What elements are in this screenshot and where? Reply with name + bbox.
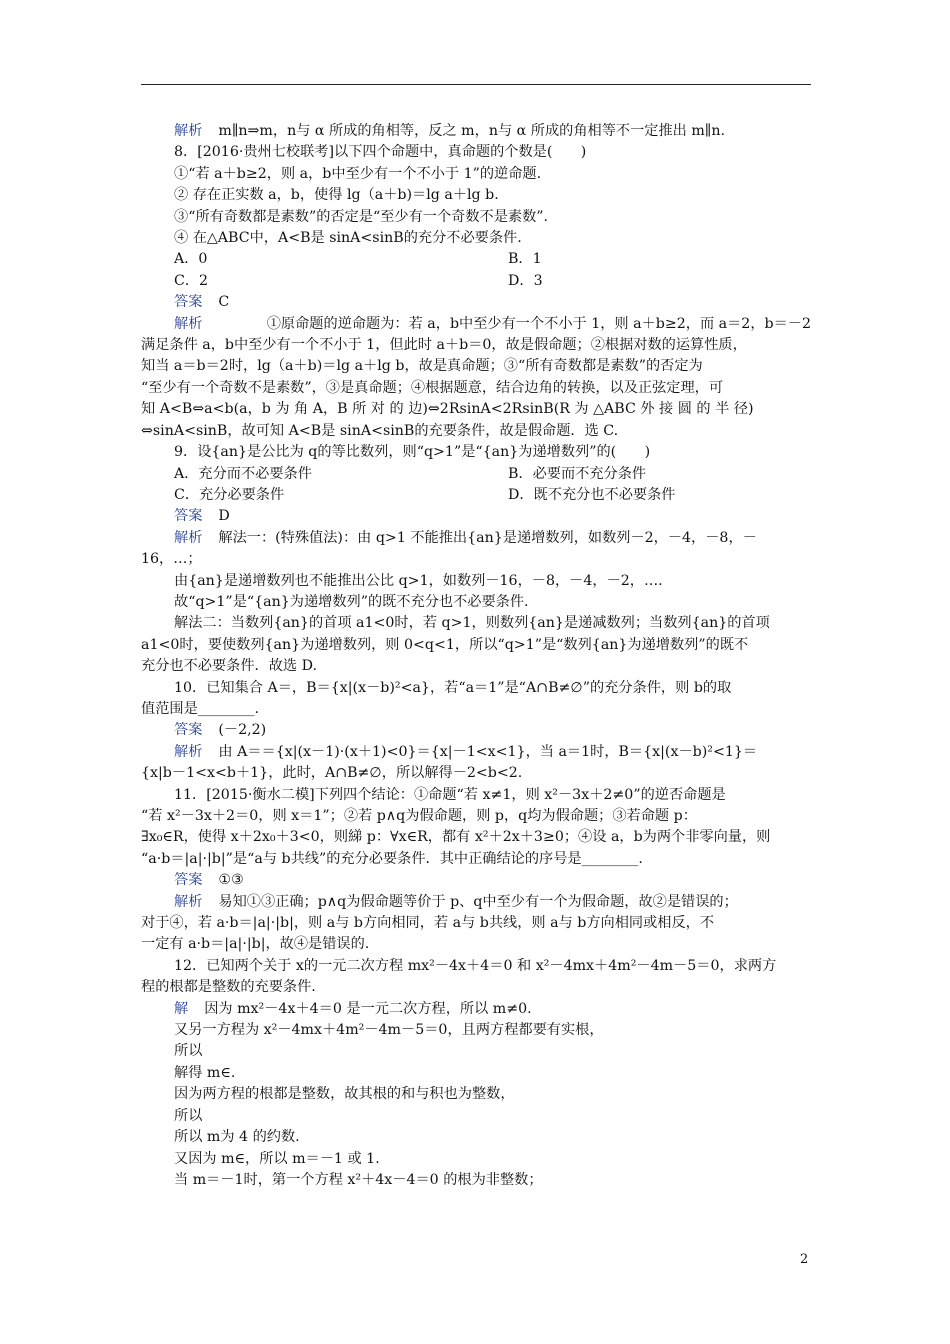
q9-analysis-line: a1<0时，要使数列{an}为递增数列，则 0<q<1，所以“q>1”是“数列{an}为递增数列”的既不 [141, 636, 749, 653]
q11-analysis-line: 对于④，若 a·b＝|a|·|b|，则 a与 b方向相同，若 a与 b共线，则 a与 b方向相同或相反，不 [141, 915, 715, 932]
q12-solution-line: 解 因为 mx²－4x＋4＝0 是一元二次方程，所以 m≠0. [174, 1000, 532, 1017]
q12-solution-line: 所以 [174, 1043, 203, 1060]
q9-analysis-line: 充分也不必要条件．故选 D. [141, 658, 317, 675]
q11-stem: ∃x₀∈R，使得 x＋2x₀＋3<0，则綈 p：∀x∈R，都有 x²＋2x＋3≥0；④设 a，b为两个非零向量，则 [141, 829, 771, 846]
q12-solution-line: 因为两方程的根都是整数，故其根的和与积也为整数， [174, 1086, 515, 1103]
q9-answer: 答案 D [174, 508, 230, 525]
q10-stem: 10．已知集合 A＝，B＝{x|(x－b)²<a}，若“a＝1”是“A∩B≠∅”的充分条件，则 b的取 [174, 679, 732, 696]
analysis-tag: 解析 [174, 123, 203, 139]
q8-option-a: A．0 [174, 251, 208, 268]
q9-analysis-line: 故“q>1”是“{an}为递增数列”的既不充分也不必要条件. [174, 593, 529, 610]
q12-solution-line: 又因为 m∈，所以 m＝－1 或 1. [174, 1150, 380, 1167]
q12-solution-line: 又另一方程为 x²－4mx＋4m²－4m－5＝0，且两方程都要有实根， [174, 1022, 604, 1039]
q12-stem: 程的根都是整数的充要条件. [141, 979, 316, 996]
q8-option-d: D．3 [508, 272, 543, 289]
page-number: 2 [800, 1252, 809, 1267]
analysis-tag: 解析 [174, 315, 203, 332]
q9-option-c: C．充分必要条件 [174, 486, 285, 503]
q9-option-a: A．充分而不必要条件 [174, 465, 312, 482]
q8-option-b: B．1 [508, 251, 542, 268]
q10-stem: 值范围是________. [141, 700, 260, 717]
q12-solution-line: 解得 m∈. [174, 1064, 236, 1081]
answer-tag: 答案 [174, 722, 203, 739]
q12-solution-line: 当 m＝－1时，第一个方程 x²＋4x－4＝0 的根为非整数； [174, 1171, 543, 1188]
document-body [141, 121, 811, 1191]
answer-tag: 答案 [174, 508, 203, 525]
q8-analysis-line: “至少有一个奇数不是素数”，③是真命题；④根据题意，结合边角的转换，以及正弦定理，可 [141, 379, 724, 396]
q12-solution-line: 所以 [174, 1107, 203, 1124]
q8-analysis-line: ⇔sinA<sinB，故可知 A<B是 sinA<sinB的充要条件，故是假命题．选 C. [141, 422, 619, 439]
q8-item: ④ 在△ABC中，A<B是 sinA<sinB的充分不必要条件. [174, 230, 522, 247]
analysis-tag: 解析 [174, 743, 203, 760]
q10-analysis-line: {x|b－1<x<b＋1}，此时，A∩B≠∅，所以解得－2<b<2. [141, 765, 523, 782]
q8-options-row [141, 249, 811, 270]
q9-options-row [141, 464, 811, 485]
q9-stem: 9．设{an}是公比为 q的等比数列，则“q>1”是“{an}为递增数列”的( ) [174, 444, 651, 461]
analysis-tag: 解析 [174, 893, 203, 910]
q9-options-row [141, 485, 811, 506]
q9-analysis-line: 由{an}是递增数列也不能推出公比 q>1，如数列－16，－8，－4，－2，…. [174, 572, 663, 589]
q9-analysis-line: 解析 解法一：(特殊值法)：由 q>1 不能推出{an}是递增数列，如数列－2，－4，－8，－ [174, 529, 757, 546]
q10-answer: 答案 (－2,2) [174, 722, 267, 739]
q9-option-b: B．必要而不充分条件 [508, 465, 647, 482]
answer-tag: 答案 [174, 872, 203, 889]
q8-option-c: C．2 [174, 272, 209, 289]
q8-answer: 答案 C [174, 294, 230, 311]
answer-tag: 答案 [174, 294, 203, 311]
q8-item: ①“若 a＋b≥2，则 a，b中至少有一个不小于 1”的逆命题. [174, 165, 542, 182]
q9-analysis-line: 16，…； [141, 551, 202, 568]
q11-stem: “若 x²－3x＋2＝0，则 x＝1”；②若 p∧q为假命题，则 p，q均为假命题；③若命题 p： [141, 808, 697, 824]
q9-option-d: D．既不充分也不必要条件 [508, 486, 676, 503]
q8-options-row [141, 271, 811, 292]
q8-analysis-line: 知当 a＝b＝2时，lg（a＋b)＝lg a＋lg b，故是真命题；③“所有奇数都是素数”的否定为 [141, 358, 703, 375]
q11-analysis-line: 一定有 a·b＝|a|·|b|，故④是错误的. [141, 936, 370, 953]
q11-stem: “a·b＝|a|·|b|”是“a与 b共线”的充分必要条件．其中正确结论的序号是________. [141, 850, 643, 867]
header-rule [141, 84, 811, 85]
q8-stem: 8．[2016·贵州七校联考]以下四个命题中，真命题的个数是( ) [174, 144, 587, 161]
q8-analysis-line: 知 A<B⇔a<b(a，b 为 角 A，B 所 对 的 边)⇔2RsinA<2RsinB(R 为 △ABC 外 接 圆 的 半 径) [141, 401, 754, 418]
q8-item: ② 存在正实数 a，b，使得 lg（a＋b)＝lg a＋lg b. [174, 187, 499, 204]
q11-stem: 11．[2015·衡水二模]下列四个结论：①命题“若 x≠1，则 x²－3x＋2≠0”的逆否命题是 [174, 786, 726, 803]
q9-analysis-line: 解法二：当数列{an}的首项 a1<0时，若 q>1，则数列{an}是递减数列；当数列{an}的首项 [174, 615, 770, 632]
q11-answer: 答案 ①③ [174, 872, 244, 889]
solution-tag: 解 [174, 1000, 189, 1017]
q8-analysis-line: 解析 ①原命题的逆命题为：若 a，b中至少有一个不小于 1，则 a＋b≥2，而 a＝2，b＝－2 [141, 314, 811, 335]
q12-solution-line: 所以 m为 4 的约数. [174, 1129, 300, 1146]
q11-analysis-line: 解析 易知①③正确；p∧q为假命题等价于 p、q中至少有一个为假命题，故②是错误的； [174, 893, 738, 910]
q12-stem: 12．已知两个关于 x的一元二次方程 mx²－4x＋4＝0 和 x²－4mx＋4m²－4m－5＝0，求两方 [174, 957, 777, 974]
q10-analysis-line: 解析 由 A＝＝{x|(x－1)·(x＋1)<0}＝{x|－1<x<1}，当 a＝1时，B＝{x|(x－b)²<1}＝ [174, 743, 758, 760]
prev-analysis: 解析 m∥n⇒m，n与 α 所成的角相等，反之 m，n与 α 所成的角相等不一定推出 m∥n. [174, 123, 725, 139]
analysis-tag: 解析 [174, 529, 203, 546]
q8-analysis-line: 满足条件 a，b中至少有一个不小于 1，但此时 a＋b＝0，故是假命题；②根据对数的运算性质， [141, 337, 747, 354]
q8-item: ③“所有奇数都是素数”的否定是“至少有一个奇数不是素数”. [174, 208, 549, 225]
